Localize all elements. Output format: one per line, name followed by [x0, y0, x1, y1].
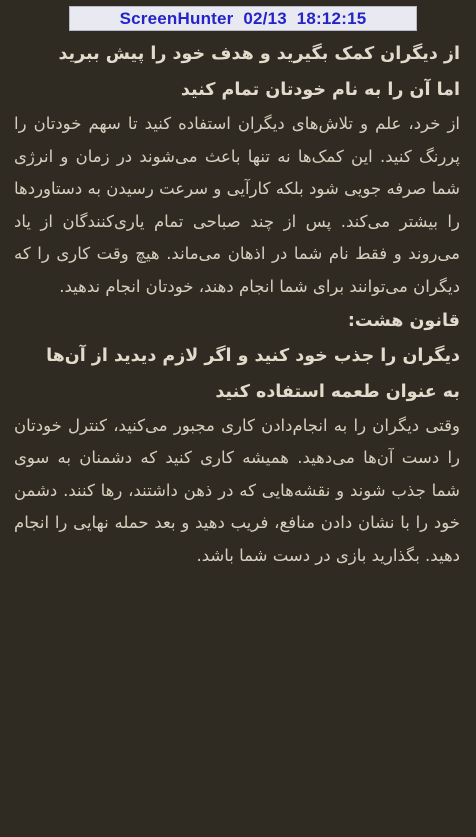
rule-seven-body: از خرد، علم و تلاش‌های دیگران استفاده کنید تا سهم خودتان را پررنگ کنید. این کمک‌ها نه تنها باعث می‌شوند در زمان و انرژی شما صرفه جویی شود بلکه کارآیی و سرعت رسیدن به دستاوردها را بیشتر می‌کند. پس از چند صباحی تمام یاری‌کنندگان از یاد می‌روند و فقط نام شما در اذهان می‌ماند. هیچ وقت کاری را که دیگران می‌توانند برای شما انجام دهند، خودتان انجام ندهید. [14, 114, 460, 296]
rule-eight-heading-line1: دیگران را جذب خود کنید و اگر لازم دیدید از آن‌ها [46, 345, 460, 366]
rule-eight-label: قانون هشت: [347, 310, 460, 331]
rule-eight-heading-line2: به عنوان طعمه استفاده کنید [215, 381, 460, 402]
rule-eight-body: وقتی دیگران را به انجام‌دادن کاری مجبور می‌کنید، کنترل خودتان را دست آن‌ها می‌دهید. همیشه کاری کنید که دشمنان به سوی شما جذب شوند و نقشه‌هایی که در ذهن داشتند، رها کنند. دشمن خود را با نشان دادن منافع، فریب دهید و بعد حمله نهایی را انجام دهید. بگذارید بازی در دست شما باشد. [14, 415, 460, 565]
screenhunter-timestamp-label: ScreenHunter 02/13 18:12:15 [69, 6, 417, 31]
rule-seven-heading-line2: اما آن را به نام خودتان تمام کنید [180, 80, 460, 100]
article-content [14, 36, 460, 573]
rule-seven-heading-line1: از دیگران کمک بگیرید و هدف خود را پیش ببرید [58, 44, 460, 64]
